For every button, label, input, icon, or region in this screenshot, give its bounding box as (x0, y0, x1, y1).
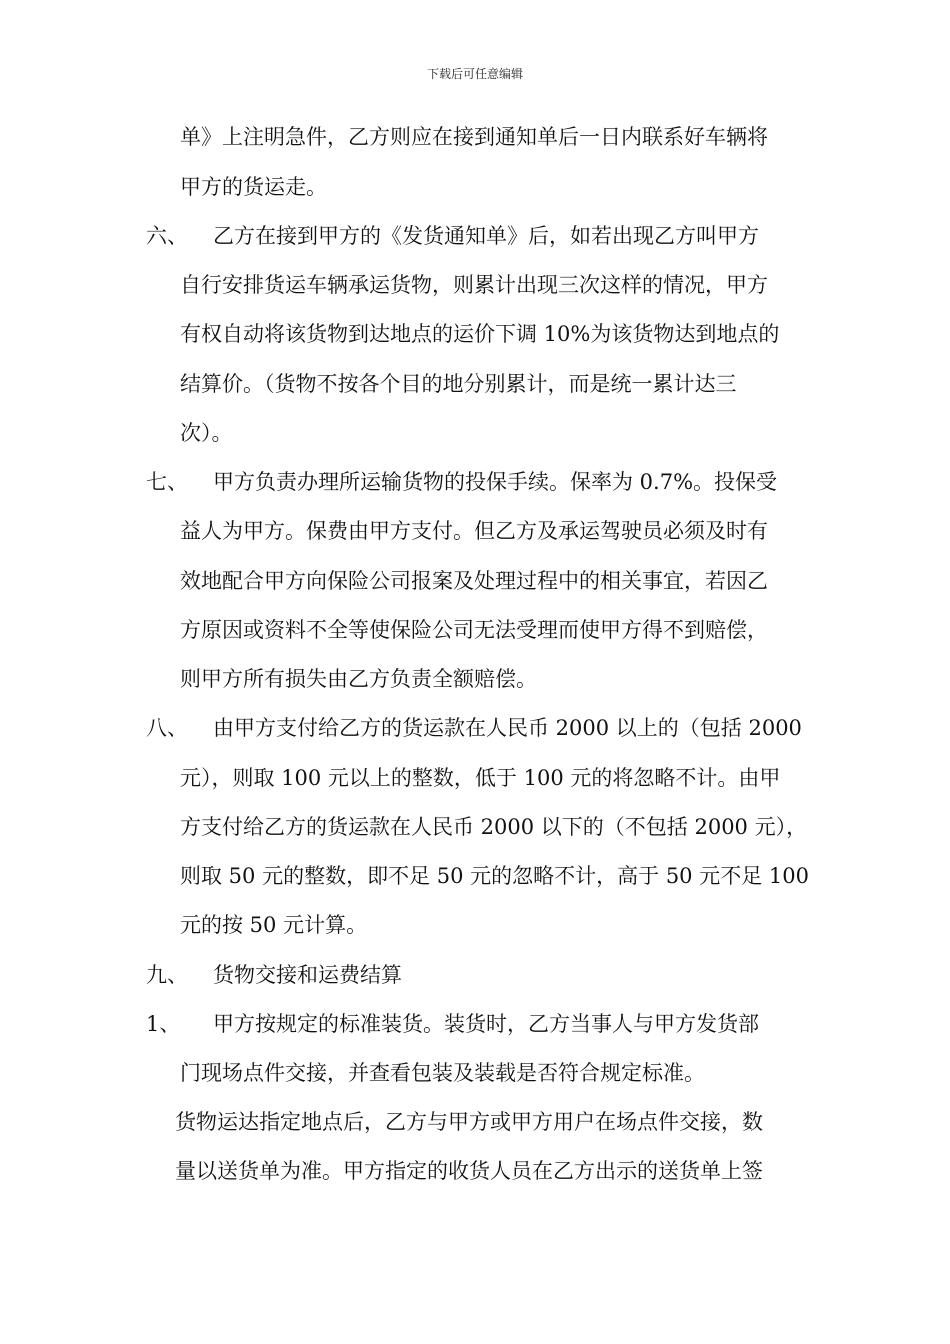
text-line: 方原因或资料不全等使保险公司无法受理而使甲方得不到赔偿， (180, 618, 768, 642)
text-line: 元的按 50 元计算。 (180, 913, 368, 937)
text-line: 由甲方支付给乙方的货运款在人民币 2000 以上的（包括 2000 (213, 716, 802, 740)
page-header: 下载后可任意编辑 (426, 67, 523, 81)
text-line: 甲方负责办理所运输货物的投保手续。保率为 0.7%。投保受 (213, 470, 778, 494)
section-number: 九、 (146, 963, 188, 987)
text-line: 结算价。（货物不按各个目的地分别累计，而是统一累计达三 (180, 372, 737, 396)
text-line: 方支付给乙方的货运款在人民币 2000 以下的（不包括 2000 元）， (180, 815, 808, 839)
item-number: 1、 (146, 1012, 181, 1036)
text-line: 益人为甲方。保费由甲方支付。但乙方及承运驾驶员必须及时有 (180, 519, 768, 543)
text-line: 门现场点件交接，并查看包装及装载是否符合规定标准。 (180, 1061, 705, 1085)
text-line: 单》上注明急件，乙方则应在接到通知单后一日内联系好车辆将 (180, 125, 768, 149)
text-line: 次）。 (180, 421, 233, 445)
section-number: 七、 (146, 470, 188, 494)
text-line: 效地配合甲方向保险公司报案及处理过程中的相关事宜，若因乙 (180, 569, 768, 593)
text-line: 则甲方所有损失由乙方负责全额赔偿。 (180, 667, 537, 691)
text-line: 甲方的货运走。 (180, 175, 327, 199)
section-number: 六、 (146, 224, 188, 248)
text-line: 甲方按规定的标准装货。装货时，乙方当事人与甲方发货部 (213, 1012, 759, 1036)
text-line: 乙方在接到甲方的《发货通知单》后，如若出现乙方叫甲方 (213, 224, 759, 248)
text-line: 量以送货单为准。甲方指定的收货人员在乙方出示的送货单上签 (175, 1159, 763, 1183)
text-line: 货物交接和运费结算 (213, 963, 402, 987)
section-number: 八、 (146, 716, 188, 740)
text-line: 则取 50 元的整数，即不足 50 元的忽略不计，高于 50 元不足 100 (180, 864, 809, 888)
text-line: 元），则取 100 元以上的整数，低于 100 元的将忽略不计。由甲 (180, 766, 781, 790)
text-line: 自行安排货运车辆承运货物，则累计出现三次这样的情况，甲方 (180, 273, 768, 297)
text-line: 有权自动将该货物到达地点的运价下调 10%为该货物达到地点的 (180, 322, 780, 346)
text-line: 货物运达指定地点后，乙方与甲方或甲方用户在场点件交接，数 (175, 1110, 763, 1134)
